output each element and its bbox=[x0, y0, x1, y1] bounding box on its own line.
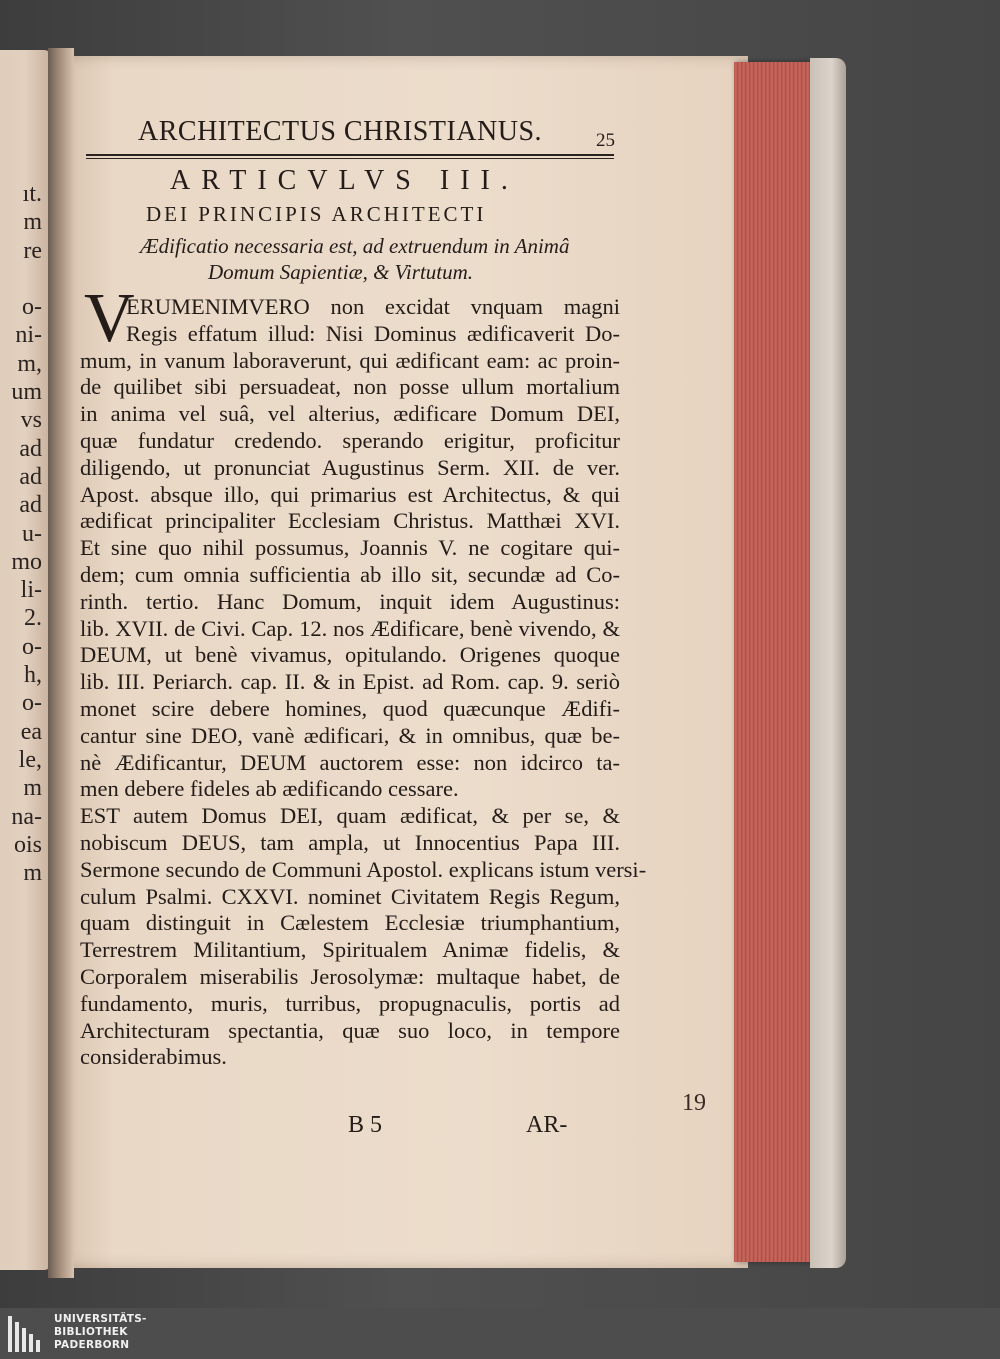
body-line: nè Ædificantur, DEUM auctorem esse: non idcirco ta- bbox=[80, 749, 620, 775]
left-edge-line: m bbox=[23, 209, 42, 236]
body-line: nobiscum DEUS, tam ampla, ut Innocentius Papa III. bbox=[80, 829, 620, 855]
left-edge-line: m, bbox=[17, 350, 42, 377]
left-edge-line: ois bbox=[13, 831, 42, 858]
body-line: Apost. absque illo, qui primarius est Architectus, & qui bbox=[80, 481, 620, 507]
body-line: monet scire debere homines, quod quæcunque Ædifi- bbox=[80, 695, 620, 721]
left-edge-line: ad bbox=[19, 492, 42, 519]
body-line: dem; cum omnia sufficientia ab illo sit, secundæ ad Co- bbox=[80, 561, 620, 587]
body-line: cantur sine DEO, vanè ædificari, & in omnibus, quæ be- bbox=[80, 722, 620, 748]
thesis-line: Ædificatio necessaria est, ad extruendum in Animâ bbox=[140, 234, 570, 258]
body-line: lib. XVII. de Civi. Cap. 12. nos Ædificare, benè vivendo, & bbox=[80, 615, 620, 641]
left-edge-line: m bbox=[23, 860, 42, 887]
header-rule bbox=[86, 154, 614, 156]
body-text bbox=[80, 294, 647, 1071]
running-head: ARCHITECTUS CHRISTIANUS. bbox=[138, 116, 543, 147]
library-name-line: UNIVERSITÄTS- bbox=[54, 1313, 147, 1325]
body-line: ERUMENIMVERO non excidat vnquam magni bbox=[126, 294, 620, 319]
body-line: Corporalem miserabilis Jerosolymæ: multaque habet, de bbox=[80, 963, 620, 989]
left-edge-line: li- bbox=[20, 577, 42, 604]
drop-cap: V bbox=[84, 280, 135, 357]
left-page bbox=[0, 50, 52, 1270]
body-line: Sermone secundo de Communi Apostol. explicans istum versi- bbox=[80, 856, 647, 882]
left-edge-line: um bbox=[11, 379, 42, 406]
library-name bbox=[54, 1313, 147, 1352]
left-edge-line: ni- bbox=[15, 322, 42, 349]
body-line: de quilibet sibi persuadeat, non posse ullum mortalium bbox=[80, 374, 620, 400]
left-edge-line: o- bbox=[22, 294, 42, 321]
body-line: culum Psalmi. CXXVI. nominet Civitatem Regis Regum, bbox=[80, 883, 620, 909]
left-edge-line: ad bbox=[19, 435, 42, 462]
page-number: 25 bbox=[596, 130, 615, 151]
left-edge-line: 2. bbox=[24, 605, 42, 632]
cover-edge bbox=[810, 58, 846, 1268]
body-line: fundamento, muris, turribus, propugnaculis, portis ad bbox=[80, 990, 620, 1016]
signature-mark: B 5 bbox=[348, 1112, 383, 1138]
body-line: Et sine quo nihil possumus, Joannis V. ne cogitare qui- bbox=[80, 535, 620, 561]
body-line: men debere fideles ab ædificando cessare. bbox=[80, 776, 459, 802]
body-line: mum, in vanum laboraverunt, qui ædificant eam: ac proin- bbox=[80, 347, 620, 373]
left-edge-line: re bbox=[23, 237, 42, 264]
catchword: AR- bbox=[526, 1112, 568, 1138]
body-line: lib. III. Periarch. cap. II. & in Epist. ad Rom. cap. 9. seriò bbox=[80, 669, 620, 695]
library-name-line: PADERBORN bbox=[54, 1339, 130, 1351]
left-edge-line: ea bbox=[20, 718, 42, 745]
body-line: EST autem Domus DEI, quam ædificat, & per se, & bbox=[80, 803, 620, 829]
left-edge-line: na- bbox=[11, 803, 42, 830]
left-page-edge-text bbox=[6, 180, 42, 887]
thesis-line: Domum Sapientiæ, & Virtutum. bbox=[208, 260, 474, 284]
left-edge-line bbox=[6, 265, 42, 293]
gutter bbox=[48, 48, 74, 1278]
body-line: Terrestrem Militantium, Spiritualem Animæ fidelis, & bbox=[80, 937, 620, 963]
header-rule-thin bbox=[86, 158, 614, 159]
body-line: in anima vel suâ, vel alterius, ædificare Domum DEI, bbox=[80, 401, 620, 427]
body-line: diligendo, ut pronunciat Augustinus Serm. XII. de ver. bbox=[80, 454, 620, 480]
body-line: Regis effatum illud: Nisi Dominus ædificaverit Do- bbox=[126, 320, 620, 346]
red-page-edge bbox=[734, 62, 820, 1262]
left-edge-line: m bbox=[23, 775, 42, 802]
library-logo-icon bbox=[8, 1316, 44, 1352]
body-line: considerabimus. bbox=[80, 1044, 227, 1070]
edge-mark: 19 bbox=[682, 1090, 706, 1116]
left-edge-line: vs bbox=[20, 407, 42, 434]
library-name-line: BIBLIOTHEK bbox=[54, 1326, 128, 1338]
library-footer bbox=[0, 1308, 1000, 1359]
body-line: quam distinguit in Cælestem Ecclesiæ triumphantium, bbox=[80, 910, 620, 936]
left-edge-line: u- bbox=[22, 520, 42, 547]
left-edge-line: ıt. bbox=[22, 181, 42, 207]
body-line: quæ fundatur credendo. sperando erigitur, proficitur bbox=[80, 427, 620, 453]
article-subtitle: DEI PRINCIPIS ARCHITECTI bbox=[146, 202, 487, 226]
left-edge-line: o- bbox=[22, 633, 42, 660]
left-edge-line: h, bbox=[24, 662, 42, 689]
left-edge-line: le, bbox=[18, 746, 42, 773]
left-edge-line: ad bbox=[19, 463, 42, 490]
body-line: Architecturam spectantia, quæ suo loco, in tempore bbox=[80, 1017, 620, 1043]
left-edge-line: o- bbox=[22, 690, 42, 717]
body-line: ædificat principaliter Ecclesiam Christus. Matthæi XVI. bbox=[80, 508, 620, 534]
body-line: DEUM, ut benè vivamus, opitulando. Origenes quoque bbox=[80, 642, 620, 668]
body-line: rinth. tertio. Hanc Domum, inquit idem Augustinus: bbox=[80, 588, 620, 614]
article-title: ARTICVLVS III. bbox=[170, 165, 519, 196]
catchline bbox=[348, 1112, 598, 1142]
left-edge-line: mo bbox=[11, 548, 42, 575]
